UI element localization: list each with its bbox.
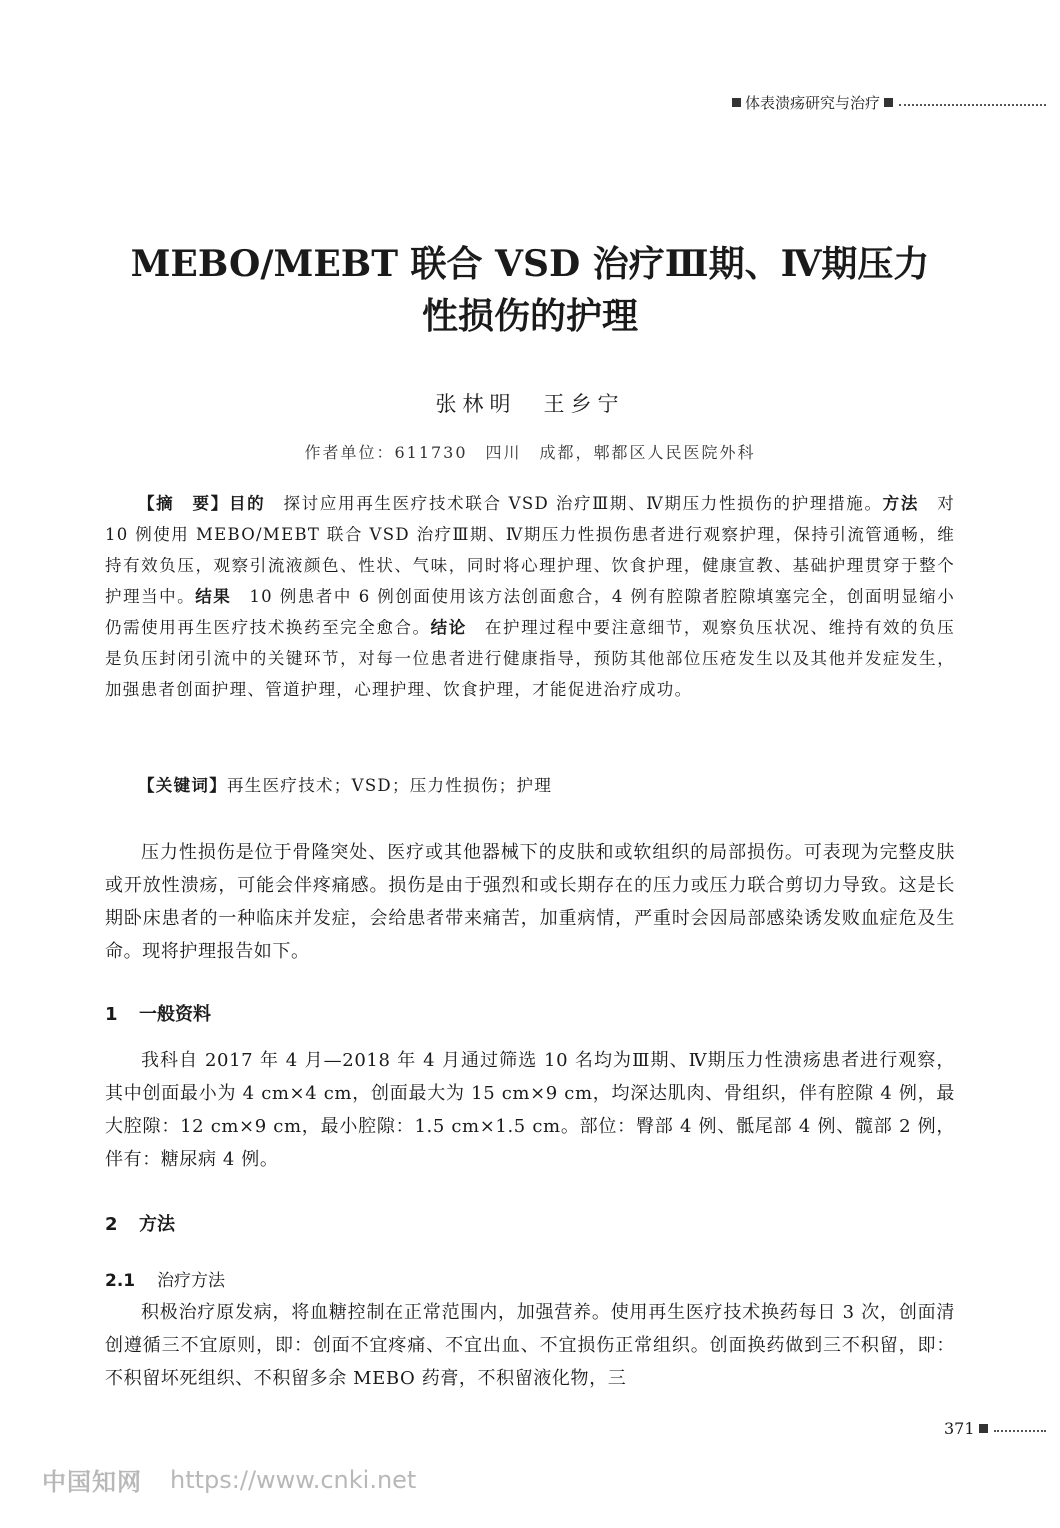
square-bullet-icon	[884, 98, 893, 107]
results-label: 结果	[195, 587, 232, 606]
conclusion-label: 结论	[430, 618, 467, 637]
section-label: 体表溃疡研究与治疗	[745, 94, 881, 112]
dotted-rule	[994, 1430, 1046, 1432]
page-footer	[944, 1419, 1046, 1438]
subsection-title: 治疗方法	[157, 1271, 225, 1291]
keywords	[138, 772, 958, 800]
section-number: 1	[105, 1004, 118, 1025]
abstract-label: 【摘 要】	[138, 494, 229, 513]
square-bullet-icon	[979, 1424, 988, 1433]
methods-label: 方法	[882, 494, 920, 513]
methods-text: 对 10 例使用 MEBO/MEBT 联合 VSD 治疗Ⅲ期、Ⅳ期压力性损伤患者进行观察护理，保持引流管通畅，维持有效负压，观察引流液颜色、性状、气味，同时将心理护理、饮食护理，健康宣教、基础护理贯穿于整个护理当中。	[105, 494, 956, 606]
intro-paragraph: 压力性损伤是位于骨隆突处、医疗或其他器械下的皮肤和或软组织的局部损伤。可表现为完整皮肤或开放性溃疡，可能会伴疼痛感。损伤是由于强烈和或长期存在的压力或压力联合剪切力导致。这是长期卧床患者的一种临床并发症，会给患者带来痛苦，加重病情，严重时会因局部感染诱发败血症危及生命。现将护理报告如下。	[105, 842, 955, 962]
objective-text: 探讨应用再生医疗技术联合 VSD 治疗Ⅲ期、Ⅳ期压力性损伤的护理措施。	[265, 494, 883, 513]
page-number: 371	[944, 1419, 975, 1438]
watermark-logo: 中国知网	[42, 1468, 142, 1496]
conclusion-text: 在护理过程中要注意细节，观察负压状况、维持有效的负压是负压封闭引流中的关键环节，对每一位患者进行健康指导，预防其他部位压疮发生以及其他并发症发生，加强患者创面护理、管道护理，心理护理、饮食护理，才能促进治疗成功。	[105, 618, 955, 699]
watermark	[42, 1462, 416, 1497]
keywords-label: 【关键词】	[138, 776, 227, 795]
subsection-number: 2.1	[105, 1271, 136, 1291]
running-header	[728, 92, 1046, 113]
subsection-2-1-heading	[105, 1266, 225, 1291]
authors: 张林明 王乡宁	[435, 392, 625, 416]
section-title: 一般资料	[139, 1004, 211, 1025]
dotted-rule	[899, 104, 1046, 106]
keywords-text: 再生医疗技术；VSD；压力性损伤；护理	[227, 776, 553, 795]
section-2-heading	[105, 1210, 175, 1236]
article-title	[100, 238, 960, 342]
section-1-paragraph: 我科自 2017 年 4 月—2018 年 4 月通过筛选 10 名均为Ⅲ期、Ⅳ期压力性溃疡患者进行观察，其中创面最小为 4 cm×4 cm，创面最大为 15 cm×9 cm，均深达肌肉、骨组织，伴有腔隙 4 例，最大腔隙：12 cm×9 cm，最小腔隙：1.5 cm×1.5 cm。部位：臀部 4 例、骶尾部 4 例、髋部 2 例，伴有：糖尿病 4 例。	[105, 1050, 955, 1170]
abstract	[105, 488, 955, 705]
objective-label: 目的	[228, 494, 266, 513]
watermark-url: https://www.cnki.net	[170, 1465, 417, 1494]
affiliation: 作者单位：611730 四川 成都，郫都区人民医院外科	[304, 443, 756, 462]
section-number: 2	[105, 1214, 118, 1235]
section-title: 方法	[139, 1214, 175, 1235]
section-1-heading	[105, 1000, 211, 1026]
subsection-2-1-paragraph: 积极治疗原发病，将血糖控制在正常范围内，加强营养。使用再生医疗技术换药每日 3 次，创面清创遵循三不宜原则，即：创面不宜疼痛、不宜出血、不宜损伤正常组织。创面换药做到三不积留，即：不积留坏死组织、不积留多余 MEBO 药膏，不积留液化物，三	[105, 1302, 955, 1389]
title-line-2: 性损伤的护理	[421, 295, 638, 337]
square-bullet-icon	[732, 98, 741, 107]
results-text: 10 例患者中 6 例创面使用该方法创面愈合，4 例有腔隙者腔隙填塞完全，创面明显缩小仍需使用再生医疗技术换药至完全愈合。	[105, 587, 956, 637]
title-line-1: MEBO/MEBT 联合 VSD 治疗Ⅲ期、Ⅳ期压力	[130, 243, 930, 285]
